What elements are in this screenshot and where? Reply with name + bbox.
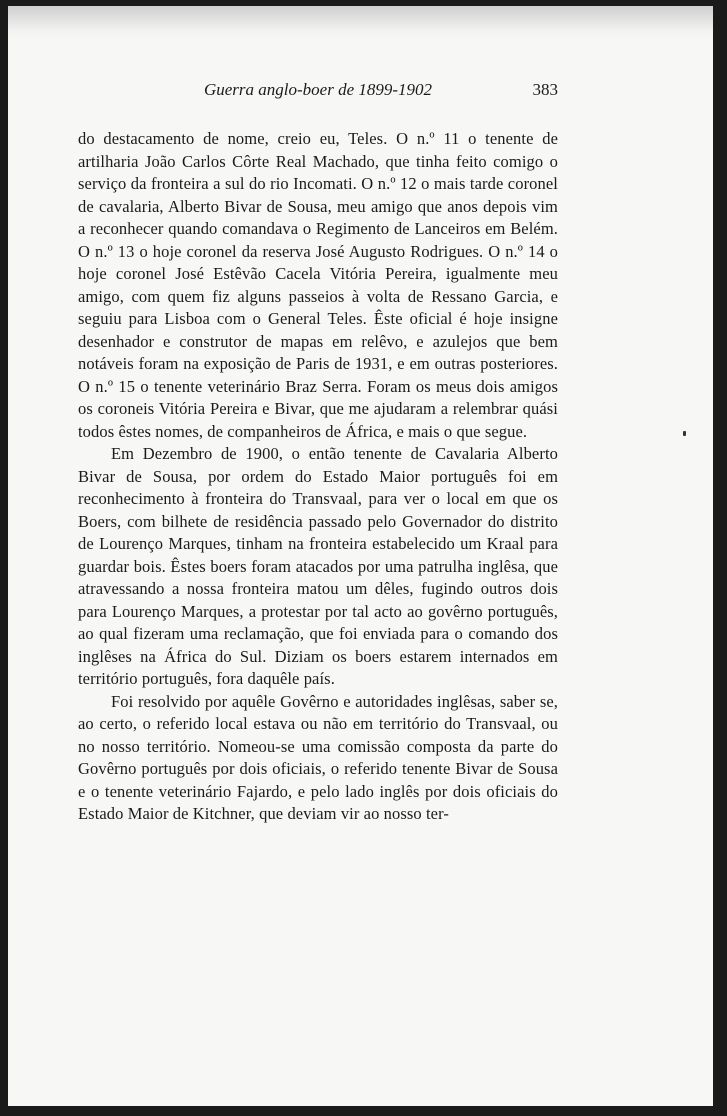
scan-shadow — [8, 6, 713, 40]
paragraph: Em Dezembro de 1900, o então tenente de Cavalaria Alberto Bivar de Sousa, por ordem do Estado Maior português foi em reconhecimento à fronteira do Transvaal, para ver o local em que os Boers, com bilhete de residência passado pelo Governador do distrito de Lourenço Marques, tinham na fronteira estabelecido um Kraal para guardar bois. Êstes boers foram atacados por uma patrulha inglêsa, que atravessando a nossa fronteira matou um dêles, fugindo outros dois para Lourenço Marques, a protestar por tal acto ao govêrno português, ao qual fizeram uma reclamação, que foi enviada para o comando dos inglêses na África do Sul. Diziam os boers estarem internados em território português, fora daquêle país. — [78, 444, 558, 688]
paragraph: Foi resolvido por aquêle Govêrno e autoridades inglêsas, saber se, ao certo, o referido local estava ou não em território do Transvaal, ou no nosso território. Nomeou-se uma comissão composta da parte do Govêrno português por dois oficiais, o referido tenente Bivar de Sousa e o tenente veterinário Fajardo, e pelo lado inglês por dois oficiais do Estado Maior de Kitchner, que deviam vir ao nosso ter- — [78, 691, 558, 823]
body-text — [78, 128, 558, 826]
page-header — [78, 80, 558, 104]
running-title: Guerra anglo-boer de 1899-1902 — [203, 80, 433, 99]
book-page — [8, 6, 713, 1106]
scan-speck — [683, 431, 686, 436]
page-number: 383 — [532, 80, 558, 99]
paragraph: do destacamento de nome, creio eu, Teles. O n.º 11 o tenente de artilharia João Carlos Côrte Real Machado, que tinha feito comigo o serviço da fronteira a sul do rio Incomati. O n.º 12 o mais tarde coronel de cavalaria, Alberto Bivar de Sousa, meu amigo que anos depois vim a reconhecer quando comandava o Regimento de Lanceiros em Belém. O n.º 13 o hoje coronel da reserva José Augusto Rodrigues. O n.º 14 o hoje coronel José Estêvão Cacela Vitória Pereira, igualmente meu amigo, com quem fiz alguns passeios à volta de Ressano Garcia, e seguiu para Lisboa com o General Teles. Êste oficial é hoje insigne desenhador e construtor de mapas em relêvo, e azulejos que bem notáveis foram na exposição de Paris de 1931, e em outras posteriores. O n.º 15 o tenente veterinário Braz Serra. Foram os meus dois amigos os coroneis Vitória Pereira e Bivar, que me ajudaram a relembrar quási todos êstes nomes, de companheiros de África, e mais o que segue. — [78, 129, 558, 441]
